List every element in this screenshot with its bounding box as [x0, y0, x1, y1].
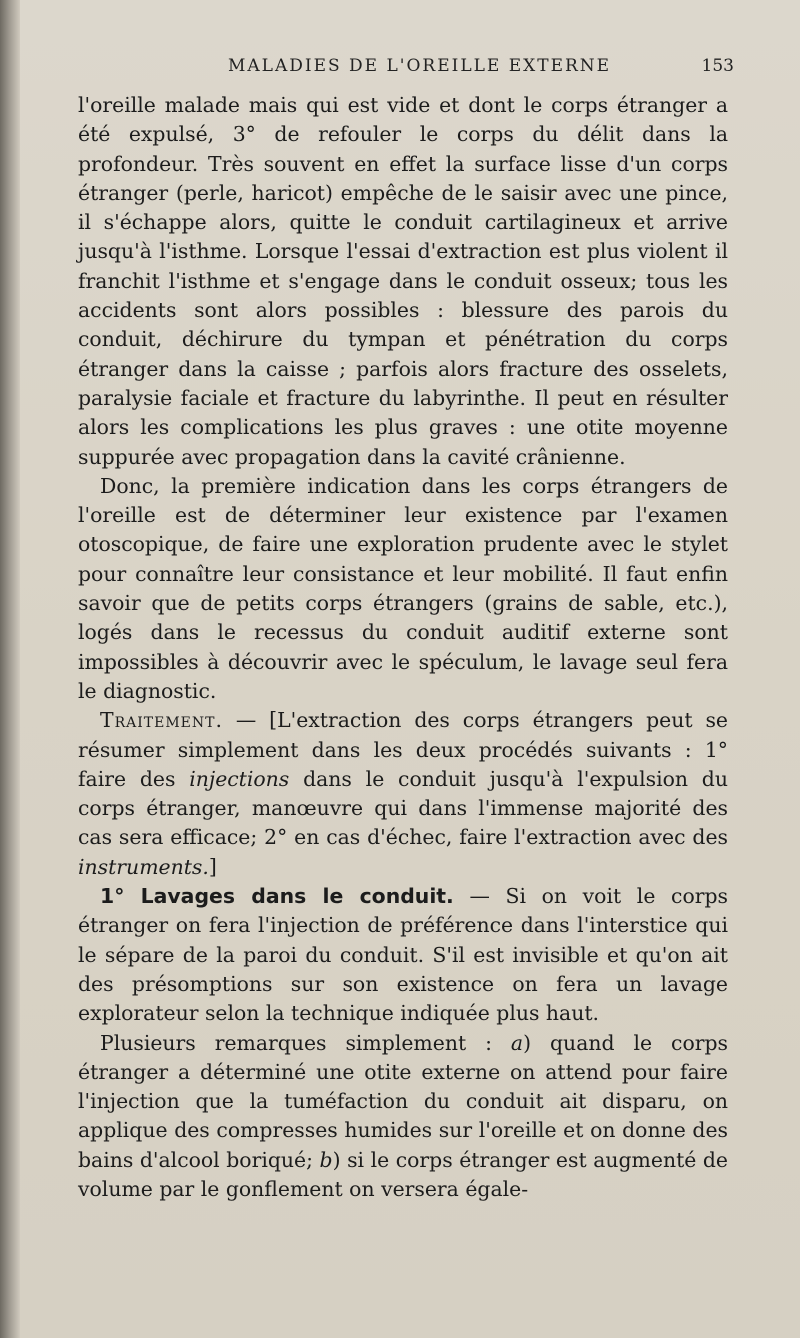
- paragraph-2: Donc, la première indication dans les corps étrangers de l'oreille est de déterminer leur existence par l'examen otoscopique, de faire une exploration prudente avec le stylet pour connaître leur consistance et leur mobilité. Il faut enfin savoir que de petits corps étrangers (grains de sable, etc.), logés dans le recessus du conduit auditif externe sont impossibles à découvrir avec le spéculum, le lavage seul fera le diagnostic.: [78, 473, 728, 703]
- book-spine-shadow: [0, 0, 20, 1338]
- list-marker-a: a: [510, 1030, 524, 1055]
- list-marker-b: b: [319, 1147, 333, 1172]
- paragraph-3-text-b: dans le conduit jusqu'à l'expulsion du corps étranger, manœuvre qui dans l'immense majorité des cas sera efficace; 2° en cas d'échec, faire l'extraction avec des: [78, 766, 728, 850]
- paragraph-1: l'oreille malade mais qui est vide et dont le corps étranger a été expulsé, 3° de refouler le corps du délit dans la profondeur. Très souvent en effet la surface lisse d'un corps étranger (perle, haricot) empêche de le saisir avec une pince, il s'échappe alors, quitte le conduit cartilagineux et arrive jusqu'à l'isthme. Lorsque l'essai d'extraction est plus violent il franchit l'isthme et s'engage dans le conduit osseux; tous les accidents sont alors possibles : blessure des parois du conduit, déchirure du tympan et pénétration du corps étranger dans la caisse ; parfois alors fracture des osselets, paralysie faciale et fracture du labyrinthe. Il peut en résulter alors les complications les plus graves : une otite moyenne suppurée avec propagation dans la cavité crânienne.: [78, 93, 728, 469]
- paragraph-treatment: [78, 706, 728, 882]
- running-title: MALADIES DE L'OREILLE EXTERNE: [228, 56, 612, 76]
- body-text: [78, 91, 728, 1204]
- page-number: 153: [701, 56, 734, 76]
- section-heading-lavages: 1° Lavages dans le conduit.: [100, 884, 454, 909]
- paragraph-lavages: [78, 882, 728, 1028]
- paragraph-5-text-a: Plusieurs remarques simplement :: [100, 1030, 511, 1055]
- paragraph-3-text-c: ]: [208, 854, 217, 879]
- section-heading-traitement: Traitement.: [100, 708, 223, 733]
- paragraph-5-text-c: ) si le corps étranger est augmenté de volume par le gonflement on versera égale-: [78, 1147, 729, 1201]
- paragraph-remarques: [78, 1029, 728, 1205]
- paragraph-5-text-b: ) quand le corps étranger a déterminé une otite externe on attend pour faire l'injection que la tuméfaction du conduit ait disparu, on applique des compresses humides sur l'oreille et on donne des bains d'alcool boriqué;: [78, 1030, 728, 1172]
- italic-instruments: instruments.: [78, 854, 209, 879]
- italic-injections: injections: [189, 766, 290, 791]
- running-header: [78, 56, 734, 86]
- paragraph-3-text-a: — [L'extraction des corps étrangers peut se résumer simplement dans les deux procédés suivants : 1° faire des: [78, 708, 728, 791]
- paragraph-4-text: — Si on voit le corps étranger on fera l'injection de préférence dans l'interstice qui le sépare de la paroi du conduit. S'il est invisible et qu'on ait des présomptions sur son existence on fera un lavage explorateur selon la technique indiquée plus haut.: [78, 884, 728, 1026]
